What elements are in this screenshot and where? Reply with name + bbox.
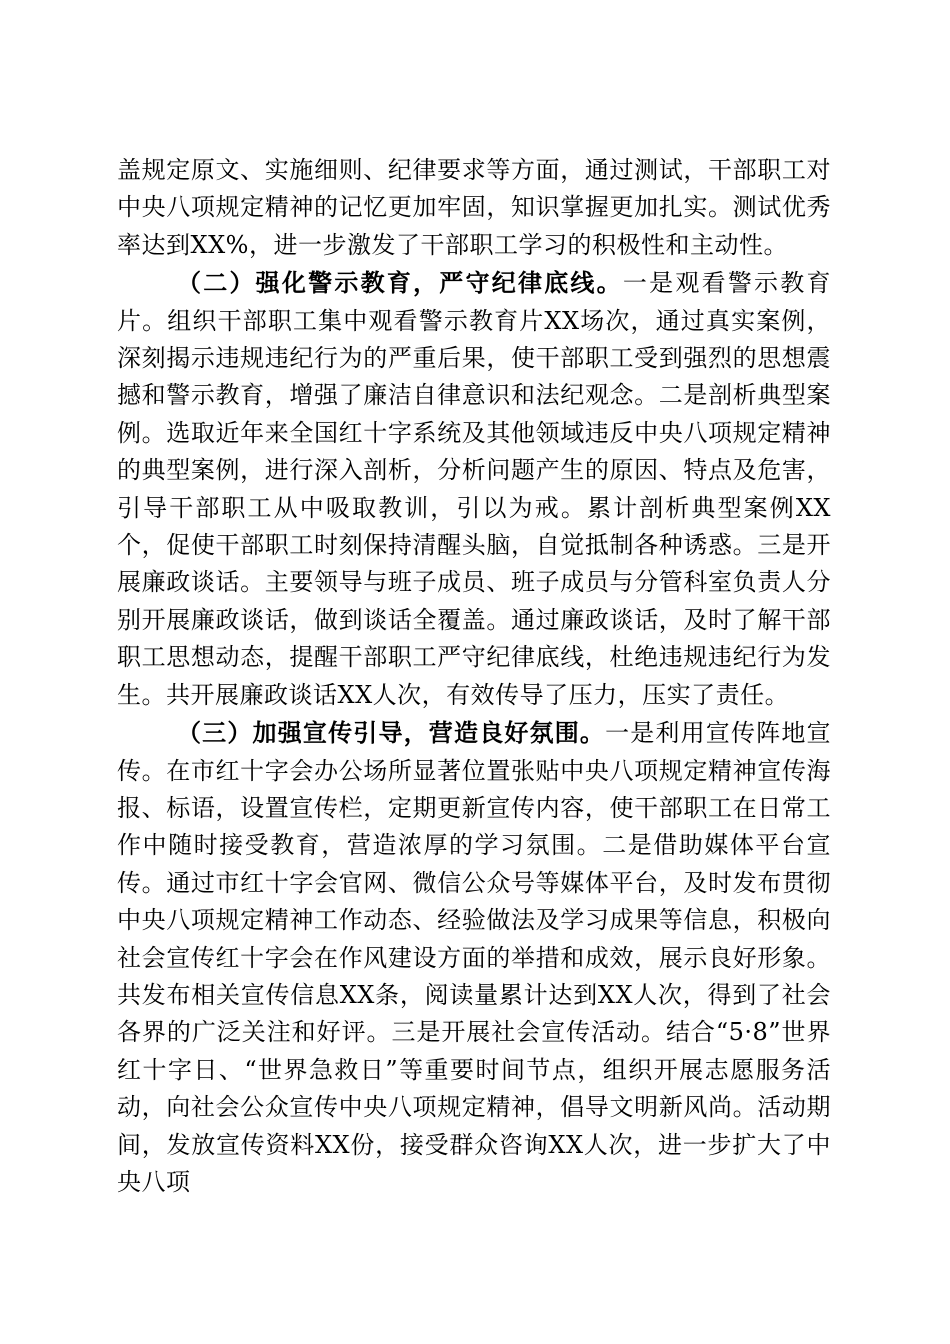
paragraph-section-2	[117, 264, 831, 714]
section-heading: （三）加强宣传引导，营造良好氛围。	[177, 718, 606, 748]
section-heading: （二）强化警示教育，严守纪律底线。	[177, 268, 623, 298]
paragraph-text: 一是观看警示教育片。组织干部职工集中观看警示教育片XX场次，通过真实案例，深刻揭示违规违纪行为的严重后果，使干部职工受到强烈的思想震撼和警示教育，增强了廉洁自律意识和法纪观念。二是剖析典型案例。选取近年来全国红十字系统及其他领域违反中央八项规定精神的典型案例，进行深入剖析，分析问题产生的原因、特点及危害，引导干部职工从中吸取教训，引以为戒。累计剖析典型案例XX个，促使干部职工时刻保持清醒头脑，自觉抵制各种诱惑。三是开展廉政谈话。主要领导与班子成员、班子成员与分管科室负责人分别开展廉政谈话，做到谈话全覆盖。通过廉政谈话，及时了解干部职工思想动态，提醒干部职工严守纪律底线，杜绝违规违纪行为发生。共开展廉政谈话XX人次，有效传导了压力，压实了责任。	[117, 269, 832, 709]
paragraph-continuation	[117, 152, 831, 264]
paragraph-text: 盖规定原文、实施细则、纪律要求等方面，通过测试，干部职工对中央八项规定精神的记忆更加牢固，知识掌握更加扎实。测试优秀率达到XX%，进一步激发了干部职工学习的积极性和主动性。	[117, 156, 831, 259]
paragraph-text: 一是利用宣传阵地宣传。在市红十字会办公场所显著位置张贴中央八项规定精神宣传海报、标语，设置宣传栏，定期更新宣传内容，使干部职工在日常工作中随时接受教育，营造浓厚的学习氛围。二是借助媒体平台宣传。通过市红十字会官网、微信公众号等媒体平台，及时发布贯彻中央八项规定精神工作动态、经验做法及学习成果等信息，积极向社会宣传红十字会在作风建设方面的举措和成效，展示良好形象。共发布相关宣传信息XX条，阅读量累计达到XX人次，得到了社会各界的广泛关注和好评。三是开展社会宣传活动。结合“5·8”世界红十字日、“世界急救日”等重要时间节点，组织开展志愿服务活动，向社会公众宣传中央八项规定精神，倡导文明新风尚。活动期间，发放宣传资料XX份，接受群众咨询XX人次，进一步扩大了中央八项	[117, 719, 832, 1196]
document-body	[117, 152, 831, 1201]
paragraph-section-3	[117, 714, 831, 1201]
